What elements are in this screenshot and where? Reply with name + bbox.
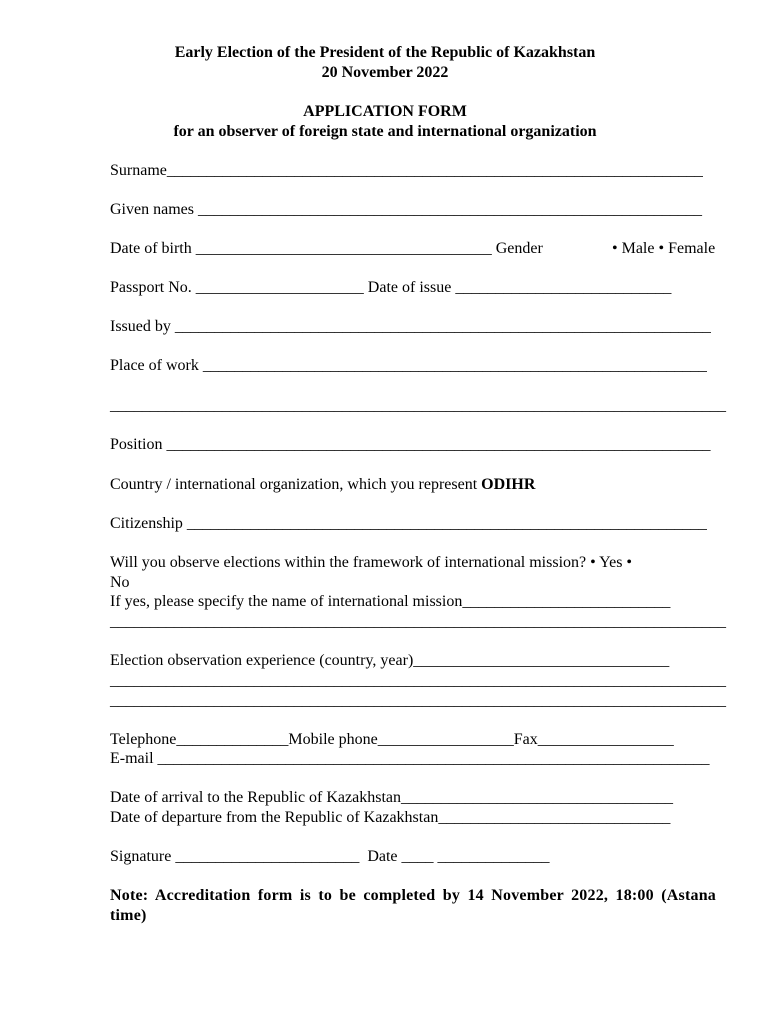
form-subtitle: for an observer of foreign state and international organization <box>173 123 597 140</box>
mission-question: Will you observe elections within the framework of international mission? • Yes • <box>110 554 633 571</box>
mission-question-continuation: No <box>110 574 130 591</box>
mission-name-continuation: _____________________________________________________________________________ <box>110 613 726 630</box>
arrival-date-field: Date of arrival to the Republic of Kazakhstan__________________________________ <box>110 789 673 806</box>
email-field: E-mail _____________________________________________________________________ <box>110 750 710 767</box>
place-of-work-field: Place of work _______________________________________________________________ <box>110 357 707 374</box>
given-names-field: Given names _______________________________________________________________ <box>110 201 702 218</box>
country-organization-label: Country / international organization, which you represent <box>110 476 482 493</box>
passport-field: Passport No. _____________________ Date of issue ___________________________ <box>110 279 672 296</box>
experience-continuation-1: _____________________________________________________________________________ <box>110 672 726 689</box>
country-organization-field <box>110 475 535 495</box>
gender-options: • Male • Female <box>612 240 716 257</box>
mission-name-field: If yes, please specify the name of international mission__________________________ <box>110 593 671 610</box>
place-of-work-continuation: _____________________________________________________________________________ <box>110 397 726 414</box>
departure-date-field: Date of departure from the Republic of Kazakhstan_____________________________ <box>110 809 671 826</box>
signature-date-field: Signature _______________________ Date ____ ______________ <box>110 848 550 865</box>
citizenship-field: Citizenship _________________________________________________________________ <box>110 515 707 532</box>
country-organization-value: ODIHR <box>481 476 536 493</box>
accreditation-note: Note: Accreditation form is to be completed by 14 November 2022, 18:00 (Astana time) <box>110 887 716 924</box>
date-of-birth-field: Date of birth _____________________________________ Gender <box>110 240 543 257</box>
experience-continuation-2: _____________________________________________________________________________ <box>110 692 726 709</box>
experience-field: Election observation experience (country, year)________________________________ <box>110 652 670 669</box>
election-title: Early Election of the President of the Republic of Kazakhstan <box>174 44 596 61</box>
phones-field: Telephone______________Mobile phone_________________Fax_________________ <box>110 731 674 748</box>
election-date: 20 November 2022 <box>321 64 449 81</box>
issued-by-field: Issued by ___________________________________________________________________ <box>110 318 711 335</box>
form-title: APPLICATION FORM <box>303 103 467 120</box>
surname-field: Surname___________________________________________________________________ <box>110 162 703 179</box>
position-field: Position ____________________________________________________________________ <box>110 436 711 453</box>
